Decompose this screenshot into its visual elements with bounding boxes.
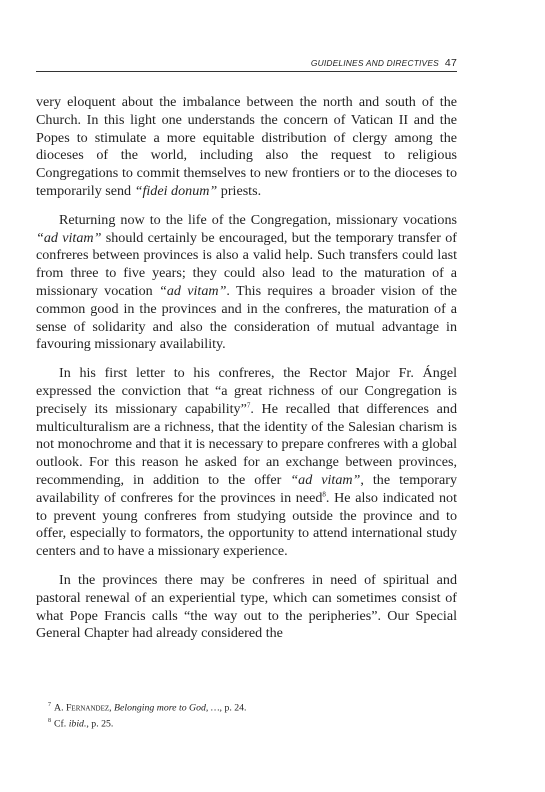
- page-number: 47: [444, 57, 457, 69]
- header-rule: [36, 71, 457, 72]
- running-header: [36, 57, 457, 69]
- running-title: GUIDELINES AND DIRECTIVES: [310, 58, 439, 68]
- footnote-7: $^7$ A. Fernandez, Belonging more to God, …, p. 24.: [48, 702, 247, 714]
- paragraph-1: very eloquent about the imbalance between the north and south of the Church. In this light one understands the concern of Vatican II and the Popes to stimulate a more equitable distribution of clergy among the dioceses of the world, including also the request to religious Congregations to commit themselves to new frontiers or to the dioceses to temporarily send “fidei donum” priests.: [36, 94, 457, 199]
- paragraph-4: In the provinces there may be confreres in need of spiritual and pastoral renewal of an experiential type, which can sometimes consist of what Pope Francis calls “the way out to the peripheries”. Our Special General Chapter had already considered the: [36, 571, 457, 642]
- paragraph-2: Returning now to the life of the Congregation, missionary vocations “ad vitam” should certainly be encouraged, but the temporary transfer of confreres between provinces is also a valid help. Such transfers could last from three to five years; they could also lead to the maturation of a missionary vocation “ad vitam”. This requires a broader vision of the common good in the provinces and in the confreres, the maturation of a sense of solidarity and also the consideration of mutual advantage in favouring missionary availability.: [36, 211, 458, 353]
- main-text: [36, 94, 457, 654]
- footnote-8: $^8$ Cf. ibid., p. 25.: [48, 718, 114, 730]
- footnote-ref-7: 7: [246, 401, 251, 410]
- footnote-ref-8: 8: [322, 490, 326, 499]
- paragraph-3: In his first letter to his confreres, the Rector Major Fr. Ángel expressed the conviction that “a great richness of our Congregation is precisely its missionary capability”$^7$. He recalled that differences and multiculturalism are a richness, that the identity of the Salesian charism is not monochrome and that it is necessary to prepare confreres with a global outlook. For this reason he asked for an exchange between provinces, recommending, in addition to the offer “ad vitam”, the temporary availability of confreres for the provinces in need$^8$. He also indicated not to prevent young confreres from studying outside the province and to offer, especially to formators, the opportunity to attend international study centers and to have a missionary experience.: [36, 365, 457, 560]
- footnotes: [48, 699, 448, 731]
